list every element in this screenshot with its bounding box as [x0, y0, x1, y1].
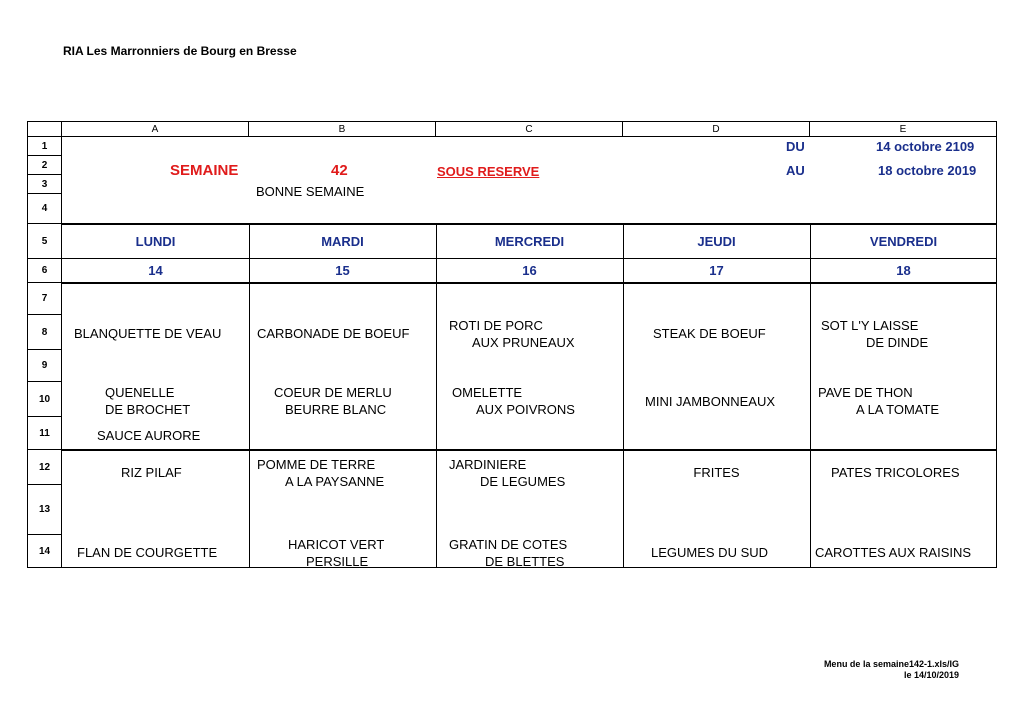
row-header-14: 14	[28, 535, 62, 567]
row-header-8: 8	[28, 315, 62, 350]
day-name-mercredi: MERCREDI	[494, 234, 565, 249]
semaine-number: 42	[331, 162, 348, 179]
row-header-9: 9	[28, 350, 62, 382]
mercredi-main-dish-1-line2: AUX PRUNEAUX	[472, 335, 575, 350]
mardi-side-1-line1: POMME DE TERRE	[257, 457, 376, 472]
mardi-main-dish-2-line2: BEURRE BLANC	[285, 402, 387, 417]
mercredi-main-dish-1-line1: ROTI DE PORC	[449, 318, 543, 333]
mercredi-side-1-line2: DE LEGUMES	[480, 474, 566, 489]
mercredi-side-2-line2: DE BLETTES	[485, 554, 565, 569]
footer-date: le 14/10/2019	[903, 670, 959, 680]
mercredi-main-dish-2-line1: OMELETTE	[452, 385, 523, 400]
day-date-lundi: 14	[148, 263, 163, 278]
grid-line	[62, 282, 997, 284]
au-label: AU	[786, 163, 805, 178]
day-date-jeudi: 17	[709, 263, 724, 278]
lundi-main-dish-2-line1: QUENELLE	[105, 385, 175, 400]
row-header-6: 6	[28, 259, 62, 283]
row-header-3: 3	[28, 175, 62, 194]
vendredi-main-dish-2-line1: PAVE DE THON	[818, 385, 913, 400]
corner-cell	[28, 122, 62, 137]
grid-line	[62, 223, 997, 225]
mardi-main-dish-2-line1: COEUR DE MERLU	[274, 385, 392, 400]
lundi-side-1: RIZ PILAF	[121, 465, 182, 480]
vendredi-main-dish-1-line2: DE DINDE	[866, 335, 929, 350]
row-header-13: 13	[28, 485, 62, 535]
mercredi-side-1-line1: JARDINIERE	[449, 457, 527, 472]
day-name-mardi: MARDI	[321, 234, 364, 249]
lundi-main-dish-2-line2: DE BROCHET	[105, 402, 191, 417]
grid-line	[62, 258, 997, 259]
sous-reserve: SOUS RESERVE	[437, 164, 540, 179]
lundi-sauce: SAUCE AURORE	[97, 428, 201, 443]
column-header-e: E	[810, 122, 996, 137]
lundi-main-dish-1: BLANQUETTE DE VEAU	[74, 326, 222, 341]
jeudi-side-2: LEGUMES DU SUD	[651, 545, 769, 560]
row-header-1: 1	[28, 137, 62, 156]
column-header-a: A	[62, 122, 249, 137]
day-name-lundi: LUNDI	[135, 234, 176, 249]
jeudi-side-1: FRITES	[693, 465, 740, 480]
jeudi-main-dish-1: STEAK DE BOEUF	[653, 326, 766, 341]
mardi-side-1-line2: A LA PAYSANNE	[285, 474, 385, 489]
jeudi-main-dish-2: MINI JAMBONNEAUX	[645, 394, 776, 409]
vendredi-side-1: PATES TRICOLORES	[831, 465, 960, 480]
menu-spreadsheet	[27, 121, 997, 568]
mercredi-side-2-line1: GRATIN DE COTES	[449, 537, 568, 552]
row-header-2: 2	[28, 156, 62, 175]
day-date-mercredi: 16	[522, 263, 537, 278]
row-header-5: 5	[28, 224, 62, 259]
row-header-10: 10	[28, 382, 62, 417]
mardi-main-dish-1: CARBONADE DE BOEUF	[257, 326, 410, 341]
column-header-b: B	[249, 122, 436, 137]
vendredi-main-dish-1-line1: SOT L'Y LAISSE	[821, 318, 919, 333]
day-date-vendredi: 18	[896, 263, 911, 278]
du-date: 14 octobre 2109	[876, 139, 975, 154]
day-date-mardi: 15	[335, 263, 350, 278]
mardi-side-2-line2: PERSILLE	[306, 554, 369, 569]
grid-line	[62, 449, 997, 451]
mercredi-main-dish-2-line2: AUX POIVRONS	[476, 402, 575, 417]
row-header-7: 7	[28, 283, 62, 315]
semaine-label: SEMAINE	[170, 162, 239, 179]
lundi-side-2: FLAN DE COURGETTE	[77, 545, 218, 560]
row-header-4: 4	[28, 194, 62, 224]
row-header-11: 11	[28, 417, 62, 450]
vendredi-side-2: CAROTTES AUX RAISINS	[815, 545, 972, 560]
du-label: DU	[786, 139, 805, 154]
column-header-d: D	[623, 122, 810, 137]
row-header-12: 12	[28, 450, 62, 485]
column-header-c: C	[436, 122, 623, 137]
day-name-jeudi: JEUDI	[697, 234, 736, 249]
au-date: 18 octobre 2019	[878, 163, 977, 178]
vendredi-main-dish-2-line2: A LA TOMATE	[856, 402, 940, 417]
bonne-semaine: BONNE SEMAINE	[256, 184, 365, 199]
footer-note	[824, 659, 959, 681]
day-name-vendredi: VENDREDI	[869, 234, 938, 249]
footer-filename: Menu de la semaine142-1.xls/IG	[823, 659, 959, 669]
document-title: RIA Les Marronniers de Bourg en Bresse	[63, 44, 297, 58]
mardi-side-2-line1: HARICOT VERT	[288, 537, 385, 552]
